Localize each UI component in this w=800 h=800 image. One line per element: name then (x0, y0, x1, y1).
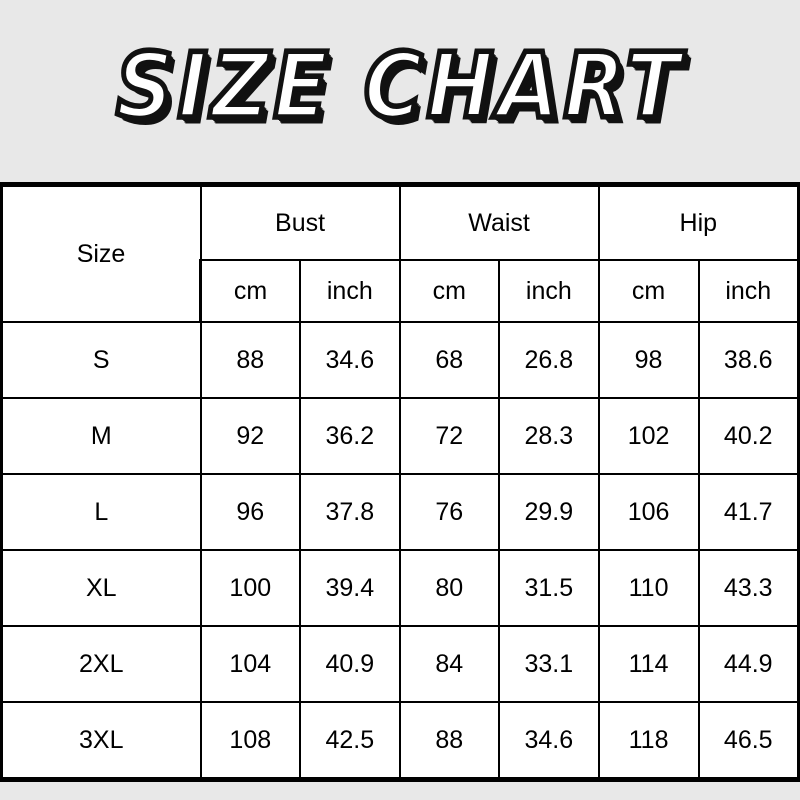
cell-waist-inch: 26.8 (499, 322, 599, 398)
cell-waist-inch: 28.3 (499, 398, 599, 474)
cell-waist-cm: 68 (400, 322, 500, 398)
cell-size: S (2, 322, 201, 398)
cell-waist-inch: 33.1 (499, 626, 599, 702)
cell-waist-cm: 76 (400, 474, 500, 550)
cell-size: L (2, 474, 201, 550)
header-cell-bust-inch: inch (300, 260, 400, 322)
cell-hip-inch: 43.3 (699, 550, 799, 626)
footer-spacer (0, 782, 800, 800)
cell-size: XL (2, 550, 201, 626)
table-header-row-measurements (2, 186, 799, 260)
cell-waist-inch: 34.6 (499, 702, 599, 778)
cell-bust-cm: 88 (201, 322, 301, 398)
cell-waist-cm: 84 (400, 626, 500, 702)
cell-hip-cm: 106 (599, 474, 699, 550)
cell-bust-cm: 96 (201, 474, 301, 550)
cell-bust-cm: 100 (201, 550, 301, 626)
cell-bust-cm: 104 (201, 626, 301, 702)
header-cell-hip-inch: inch (699, 260, 799, 322)
cell-hip-inch: 46.5 (699, 702, 799, 778)
table-row (2, 474, 799, 550)
header-cell-waist-cm: cm (400, 260, 500, 322)
size-chart-table (0, 185, 800, 779)
cell-hip-cm: 110 (599, 550, 699, 626)
cell-waist-inch: 31.5 (499, 550, 599, 626)
header-cell-hip: Hip (599, 186, 799, 260)
cell-bust-inch: 34.6 (300, 322, 400, 398)
cell-bust-inch: 36.2 (300, 398, 400, 474)
cell-bust-cm: 108 (201, 702, 301, 778)
chart-header (0, 0, 800, 182)
table-row (2, 398, 799, 474)
header-cell-waist-inch: inch (499, 260, 599, 322)
header-cell-bust: Bust (201, 186, 400, 260)
cell-waist-cm: 88 (400, 702, 500, 778)
table-row (2, 702, 799, 778)
cell-waist-inch: 29.9 (499, 474, 599, 550)
cell-hip-cm: 114 (599, 626, 699, 702)
cell-size: M (2, 398, 201, 474)
cell-waist-cm: 72 (400, 398, 500, 474)
cell-hip-inch: 44.9 (699, 626, 799, 702)
cell-hip-inch: 38.6 (699, 322, 799, 398)
table-row (2, 550, 799, 626)
cell-waist-cm: 80 (400, 550, 500, 626)
cell-size: 3XL (2, 702, 201, 778)
cell-bust-inch: 42.5 (300, 702, 400, 778)
cell-hip-inch: 41.7 (699, 474, 799, 550)
header-cell-size: Size (2, 186, 201, 322)
table-row (2, 322, 799, 398)
cell-bust-inch: 39.4 (300, 550, 400, 626)
page-title: SIZE CHART (115, 33, 685, 139)
cell-bust-inch: 40.9 (300, 626, 400, 702)
cell-size: 2XL (2, 626, 201, 702)
header-cell-bust-cm: cm (201, 260, 301, 322)
cell-bust-inch: 37.8 (300, 474, 400, 550)
header-cell-hip-cm: cm (599, 260, 699, 322)
header-cell-waist: Waist (400, 186, 599, 260)
cell-hip-cm: 118 (599, 702, 699, 778)
size-chart-table-container (0, 182, 800, 782)
table-row (2, 626, 799, 702)
cell-bust-cm: 92 (201, 398, 301, 474)
cell-hip-cm: 98 (599, 322, 699, 398)
cell-hip-cm: 102 (599, 398, 699, 474)
cell-hip-inch: 40.2 (699, 398, 799, 474)
